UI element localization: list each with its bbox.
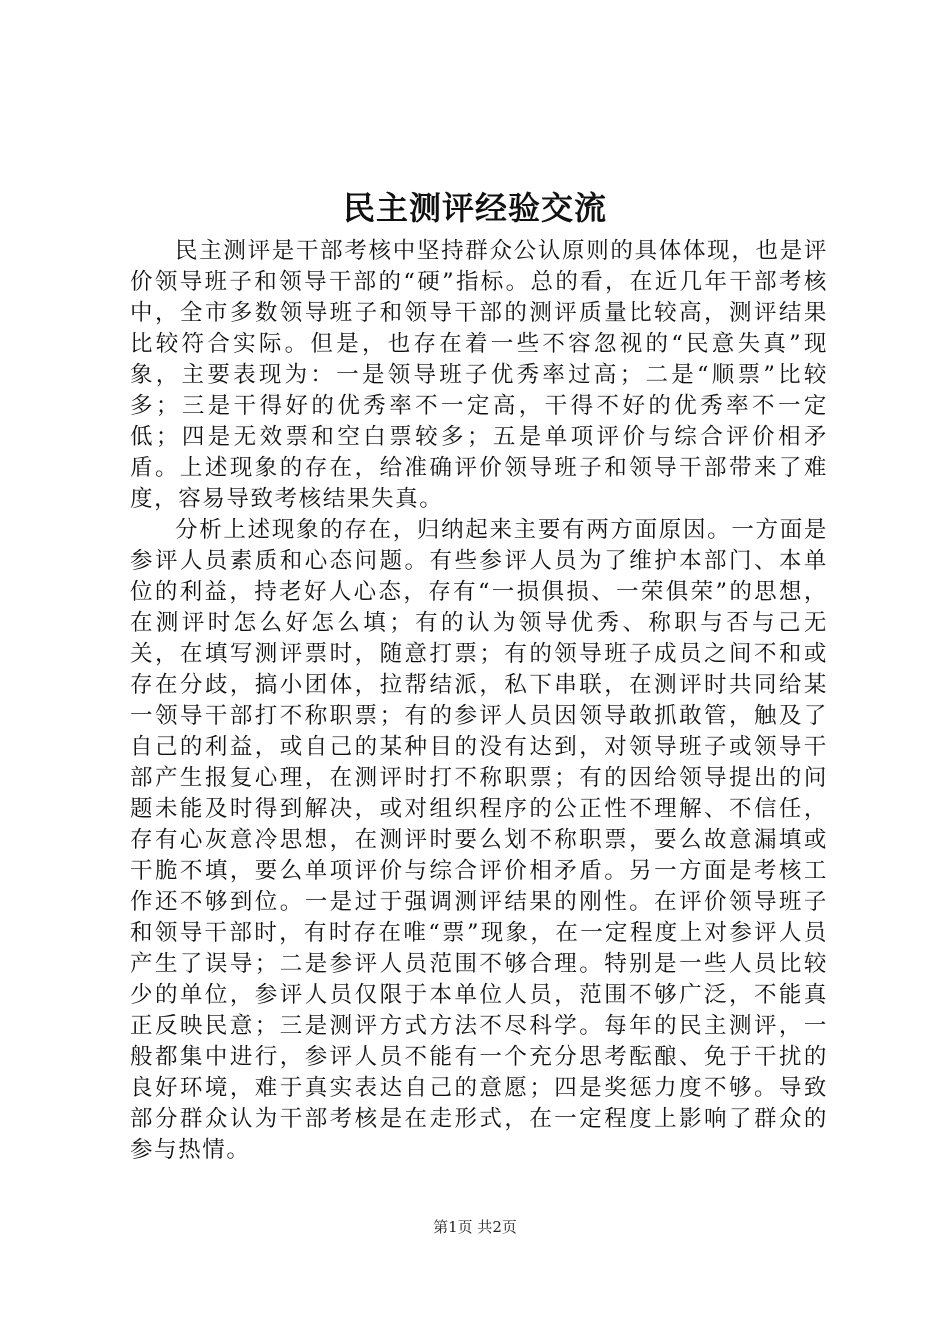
document-title: 民主测评经验交流 <box>342 189 607 227</box>
page-number: 第1页 共2页 <box>433 1218 517 1236</box>
paragraph-1: 民主测评是干部考核中坚持群众公认原则的具体体现，也是评价领导班子和领导干部的“硬”指标。总的看，在近几年干部考核中，全市多数领导班子和领导干部的测评质量比较高，测评结果比较符合实际。但是，也存在着一些不容忽视的“民意失真”现象，主要表现为：一是领导班子优秀率过高；二是“顺票”比较多；三是干得好的优秀率不一定高，干得不好的优秀率不一定低；四是无效票和空白票较多；五是单项评价与综合评价相矛盾。上述现象的存在，给准确评价领导班子和领导干部带来了难度，容易导致考核结果失真。 <box>130 238 828 512</box>
paragraph-2: 分析上述现象的存在，归纳起来主要有两方面原因。一方面是参评人员素质和心态问题。有些参评人员为了维护本部门、本单位的利益，持老好人心态，存有“一损俱损、一荣俱荣”的思想，在测评时怎么好怎么填；有的认为领导优秀、称职与否与己无关，在填写测评票时，随意打票；有的领导班子成员之间不和或存在分歧，搞小团体，拉帮结派，私下串联，在测评时共同给某一领导干部打不称职票；有的参评人员因领导敢抓敢管，触及了自己的利益，或自己的某种目的没有达到，对领导班子或领导干部产生报复心理，在测评时打不称职票；有的因给领导提出的问题未能及时得到解决，或对组织程序的公正性不理解、不信任，存有心灰意冷思想，在测评时要么划不称职票，要么故意漏填或干脆不填，要么单项评价与综合评价相矛盾。另一方面是考核工作还不够到位。一是过于强调测评结果的刚性。在评价领导班子和领导干部时，有时存在唯“票”现象，在一定程度上对参评人员产生了误导；二是参评人员范围不够合理。特别是一些人员比较少的单位，参评人员仅限于本单位人员，范围不够广泛，不能真正反映民意；三是测评方式方法不尽科学。每年的民主测评，一般都集中进行，参评人员不能有一个充分思考酝酿、免于干扰的良好环境，难于真实表达自己的意愿；四是奖惩力度不够。导致部分群众认为干部考核是在走形式，在一定程度上影响了群众的参与热情。 <box>130 517 828 1163</box>
document-body <box>130 236 828 1166</box>
